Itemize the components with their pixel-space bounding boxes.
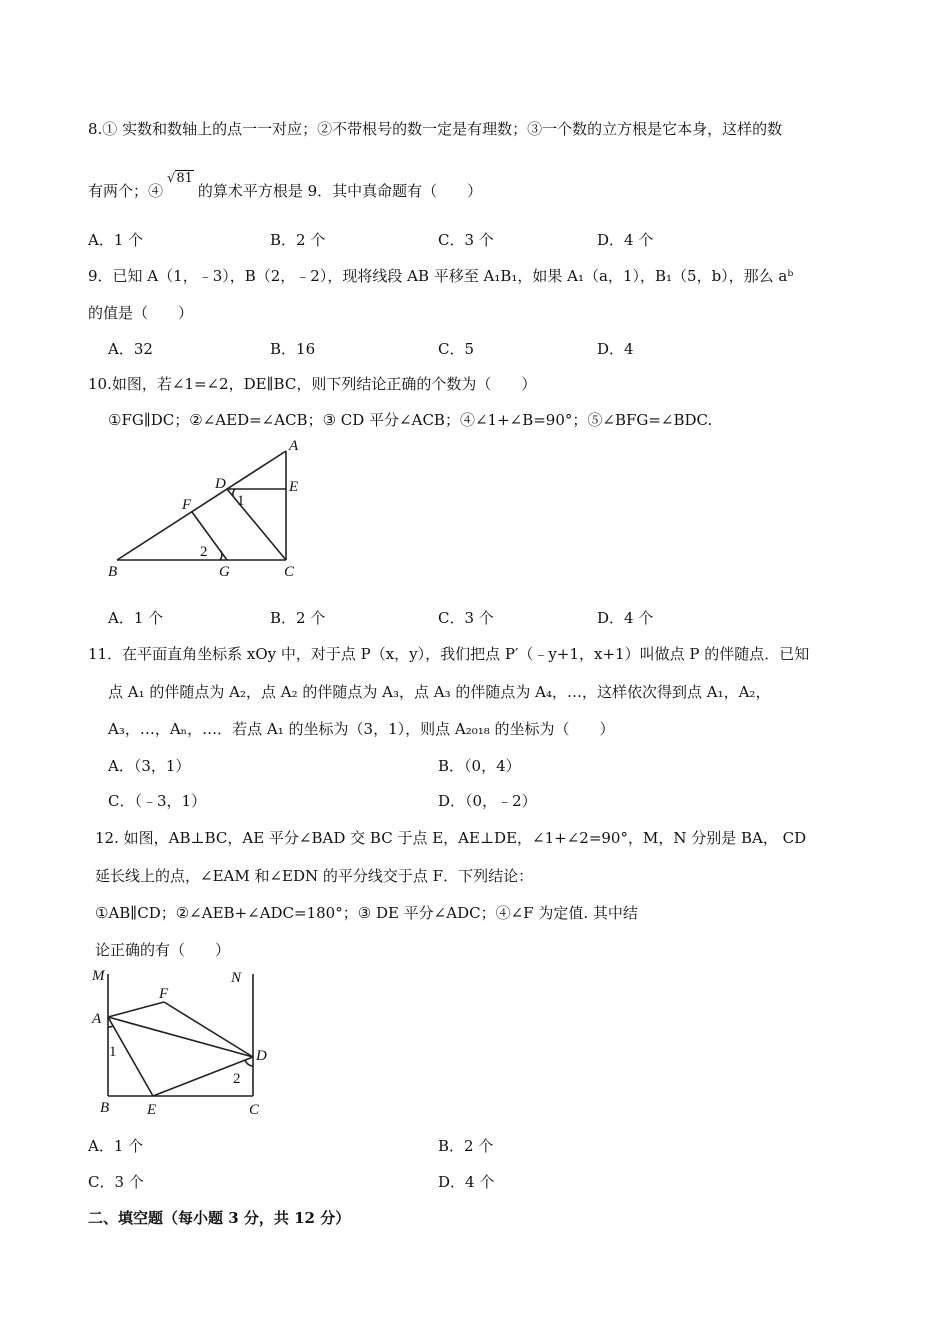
- label-m: M: [92, 968, 105, 984]
- q9-option-b: B．16: [270, 340, 316, 358]
- q9-option-d: D．4: [597, 340, 634, 358]
- q12-option-c: C．3 个: [88, 1173, 144, 1191]
- angle-2-arc: [220, 551, 222, 560]
- segment-dc: [227, 489, 286, 560]
- q9-line-2: 的值是（ ）: [88, 304, 194, 322]
- q8-option-d: D．4 个: [597, 231, 654, 249]
- label-1: 1: [237, 493, 245, 509]
- q8-option-c: C．3 个: [438, 231, 494, 249]
- q10-figure: [100, 438, 310, 583]
- label-a: A: [92, 1011, 102, 1027]
- section-2-heading: 二、填空题（每小题 3 分，共 12 分）: [88, 1209, 351, 1227]
- radicand: 81: [176, 171, 193, 186]
- q12-line-2: 延长线上的点，∠EAM 和∠EDN 的平分线交于点 F．下列结论：: [95, 867, 534, 885]
- label-e: E: [147, 1102, 157, 1118]
- label-b: B: [100, 1100, 110, 1116]
- q9-option-c: C．5: [438, 340, 475, 358]
- label-2: 2: [200, 544, 208, 560]
- q11-line-1: 11．在平面直角坐标系 xOy 中，对于点 P（x，y），我们把点 P′（﹣y+1，x+1）叫做点 P 的伴随点．已知: [88, 645, 810, 663]
- q10-option-d: D．4 个: [597, 609, 654, 627]
- label-f: F: [159, 986, 169, 1002]
- label-c: C: [249, 1102, 260, 1118]
- q8-option-b: B．2 个: [270, 231, 326, 249]
- q10-line-2: ①FG∥DC；②∠AED=∠ACB；③ CD 平分∠ACB；④∠1+∠B=90°；⑤∠BFG=∠BDC.: [108, 411, 713, 429]
- q11-option-a: A．（3，1）: [108, 757, 191, 775]
- q10-option-a: A．1 个: [108, 609, 164, 627]
- label-e: E: [289, 479, 299, 495]
- q12-figure: [88, 962, 278, 1122]
- q11-line-2: 点 A₁ 的伴随点为 A₂，点 A₂ 的伴随点为 A₃，点 A₃ 的伴随点为 A₄，…，这样依次得到点 A₁，A₂，: [108, 683, 771, 701]
- label-n: N: [231, 970, 242, 986]
- q12-option-a: A．1 个: [88, 1137, 144, 1155]
- q8-line-2-suffix: 的算术平方根是 9．其中真命题有（ ）: [197, 182, 483, 200]
- segment-fd: [164, 1002, 253, 1057]
- sqrt-81: √81: [167, 171, 193, 186]
- q10-option-c: C．3 个: [438, 609, 494, 627]
- label-g: G: [219, 564, 230, 580]
- q12-option-b: B．2 个: [438, 1137, 494, 1155]
- q8-line-2: [88, 171, 483, 203]
- segment-ad: [108, 1017, 253, 1057]
- q12-option-d: D．4 个: [438, 1173, 495, 1191]
- angle-2-arc: [245, 1060, 253, 1066]
- label-f: F: [182, 497, 192, 513]
- q11-line-3: A₃，…，Aₙ，…．若点 A₁ 的坐标为（3，1），则点 A₂₀₁₈ 的坐标为（ ）: [108, 720, 615, 738]
- label-2: 2: [233, 1071, 241, 1087]
- label-1: 1: [109, 1044, 117, 1060]
- q8-line-2-prefix: 有两个；④: [88, 182, 164, 200]
- label-d: D: [256, 1048, 267, 1064]
- q12-line-3: ①AB∥CD；②∠AEB+∠ADC=180°；③ DE 平分∠ADC；④∠F 为定值. 其中结: [95, 904, 638, 922]
- label-d: D: [215, 476, 226, 492]
- q9-option-a: A．32: [108, 340, 153, 358]
- label-a: A: [289, 438, 299, 454]
- label-b: B: [108, 564, 118, 580]
- q8-option-a: A．1 个: [88, 231, 144, 249]
- segment-af: [108, 1002, 164, 1017]
- q11-option-c: C．（﹣3，1）: [108, 792, 207, 810]
- angle-1-arc: [233, 489, 235, 496]
- q8-line-1: 8.① 实数和数轴上的点一一对应；②不带根号的数一定是有理数；③一个数的立方根是它本身，这样的数: [88, 120, 783, 138]
- q9-line-1: 9．已知 A（1，﹣3），B（2，﹣2），现将线段 AB 平移至 A₁B₁，如果 A₁（a，1），B₁（5，b），那么 aᵇ: [88, 267, 794, 285]
- q10-line-1: 10.如图，若∠1=∠2，DE∥BC，则下列结论正确的个数为（ ）: [88, 375, 537, 393]
- q10-option-b: B．2 个: [270, 609, 326, 627]
- label-c: C: [284, 564, 295, 580]
- q12-line-1: 12. 如图，AB⊥BC，AE 平分∠BAD 交 BC 于点 E，AE⊥DE，∠1+∠2=90°，M，N 分别是 BA， CD: [95, 829, 807, 847]
- q11-option-d: D．（0，﹣2）: [438, 792, 537, 810]
- q11-option-b: B．（0，4）: [438, 757, 521, 775]
- q12-line-4: 论正确的有（ ）: [95, 941, 231, 959]
